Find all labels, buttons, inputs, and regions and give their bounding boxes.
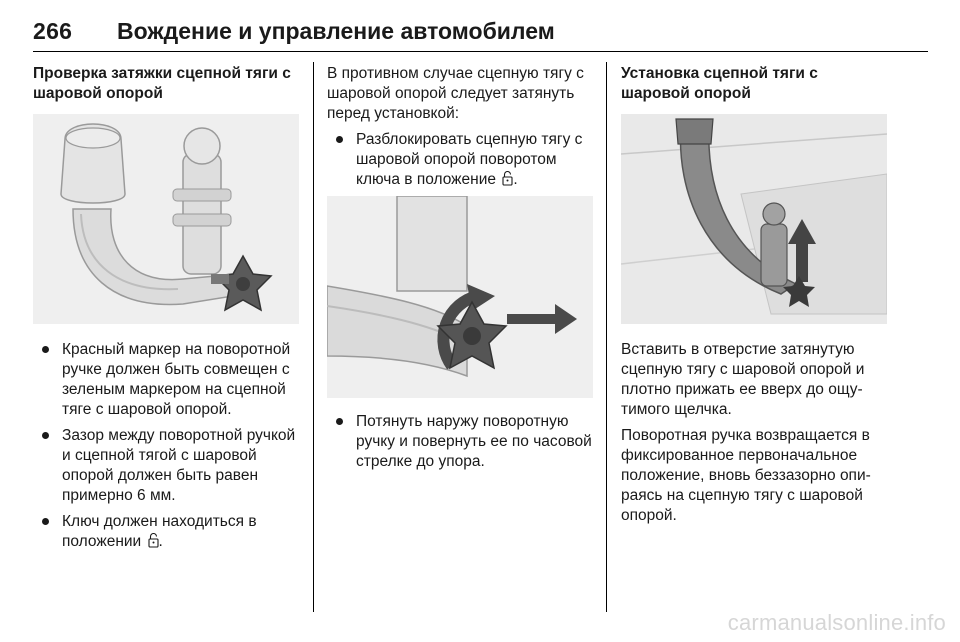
tow-bar-install-illustration [621, 114, 887, 324]
bullet-dot [42, 518, 49, 525]
chapter-title: Вождение и управление автомобилем [117, 18, 555, 44]
unlock-bullet-text: Разблокировать сцепную тягу с шаровой опорой поворотом ключа в положение [356, 131, 583, 188]
unlock-bullet [327, 130, 595, 190]
check-bullet-3 [33, 512, 299, 552]
tighten-intro: В противном случае сцепную тягу с шаровой опорой следует затянуть перед установкой: [327, 65, 584, 122]
section-heading-install: Установка сцепной тяги с шаровой опорой [621, 65, 818, 102]
tow-bar-check-illustration [33, 114, 299, 324]
check-bullet-1 [33, 340, 299, 420]
check-bullet-1-text: Красный маркер на поворотной ручке должен быть совмещен с зеленым маркером на сцепной тяге с шаровой опорой. [62, 341, 291, 418]
bullet-dot [336, 418, 343, 425]
column-divider-2 [606, 62, 607, 612]
bullet-dot [336, 136, 343, 143]
bullet-dot [42, 432, 49, 439]
install-paragraph-1: Вставить в отверстие затянутую сцепную тягу с шаровой опорой и плотно прижать ее вверх до ощутимого щелчка. [621, 341, 865, 418]
unlocked-padlock-icon [148, 533, 159, 548]
page-header [33, 12, 928, 52]
turn-knob-bullet [327, 412, 595, 472]
column-left [33, 64, 299, 558]
page-number: 266 [33, 18, 73, 44]
check-bullet-2 [33, 426, 299, 506]
unlock-bullet-end: . [513, 171, 518, 188]
check-bullet-3-text: Ключ должен находиться в положении [62, 513, 257, 550]
unlocked-padlock-icon [502, 171, 513, 186]
tighten-bullet-list-1 [327, 130, 595, 190]
check-bullet-3-end: . [158, 533, 163, 550]
tighten-bullet-list-2 [327, 412, 595, 472]
column-middle [327, 64, 595, 478]
column-divider-1 [313, 62, 314, 612]
check-bullet-list [33, 340, 299, 552]
watermark: carmanualsonline.info [727, 610, 946, 635]
bullet-dot [42, 346, 49, 353]
install-paragraph-2: Поворотная ручка возвращается в фиксированное первоначальное положение, вновь беззазорно опираясь на сцепную тягу с шаровой опорой. [621, 427, 871, 524]
column-right [621, 64, 887, 532]
check-bullet-2-text: Зазор между поворотной ручкой и сцепной тягой с шаровой опорой должен быть равен примерно 6 мм. [62, 427, 296, 504]
turn-knob-bullet-text: Потянуть наружу поворотную ручку и повернуть ее по часовой стрелке до упора. [356, 413, 592, 470]
section-heading-check: Проверка затяжки сцепной тяги с шаровой опорой [33, 65, 291, 102]
knob-turn-illustration [327, 196, 593, 398]
